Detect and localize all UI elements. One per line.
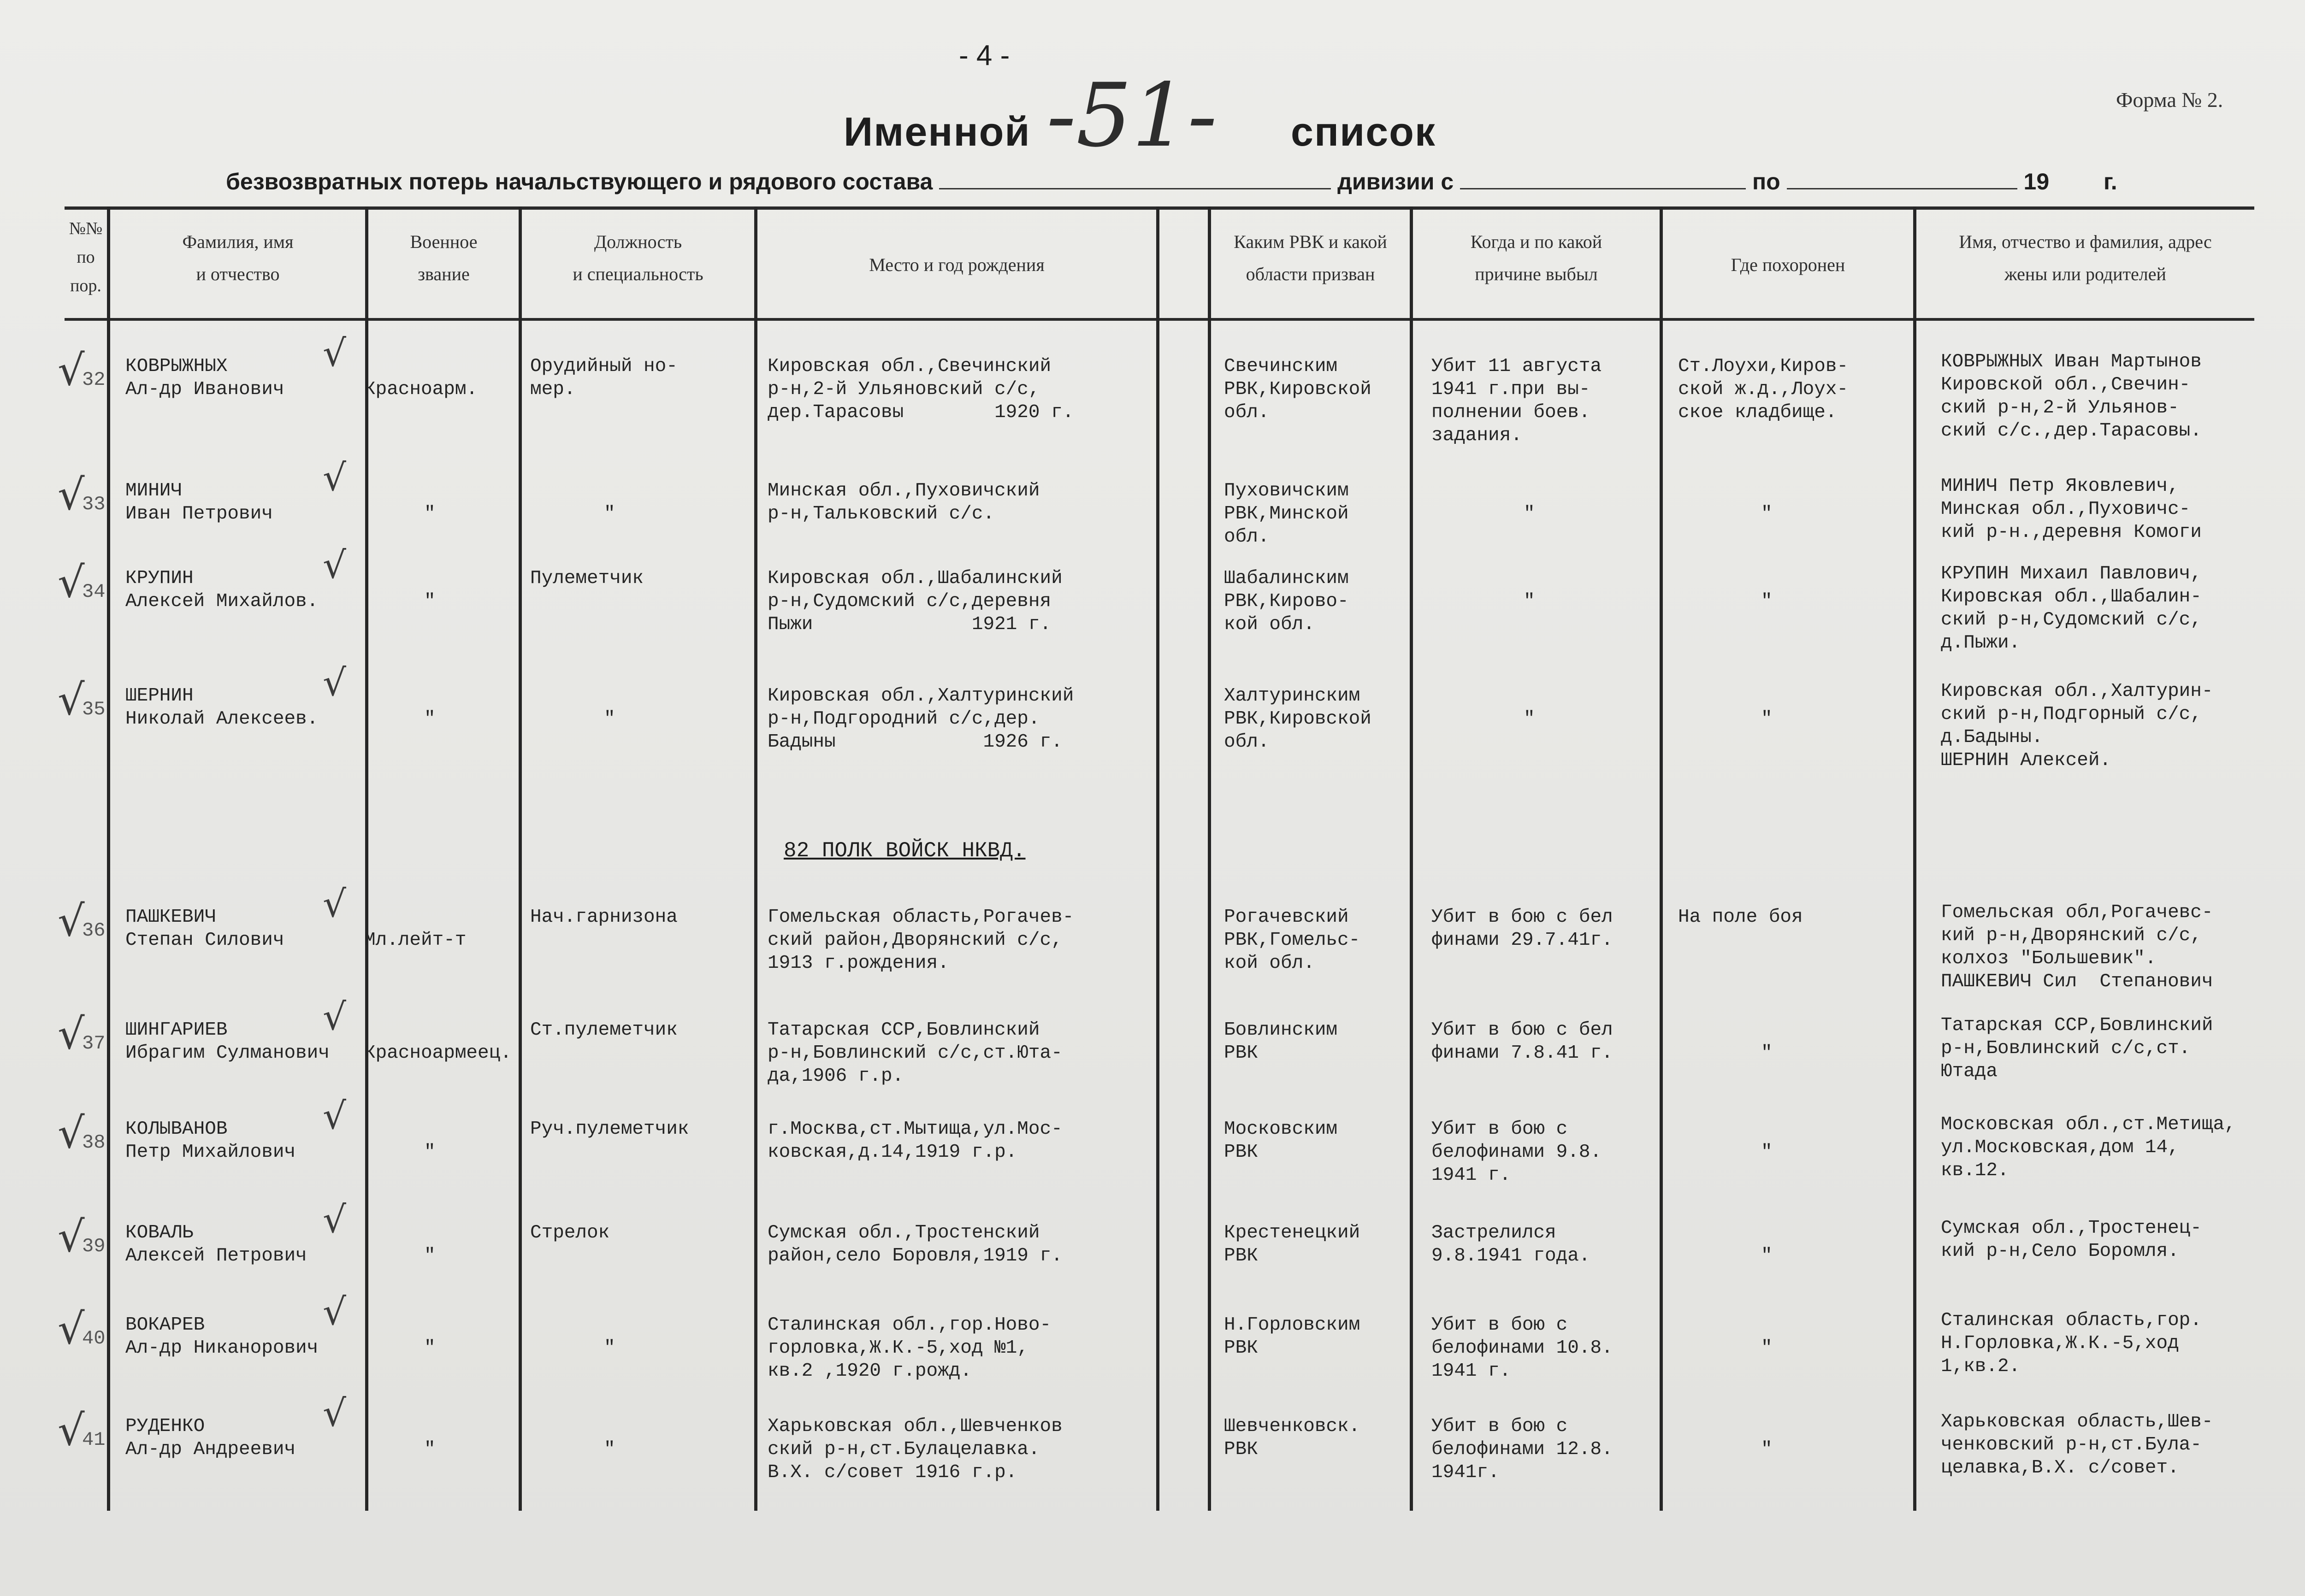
subtitle-to: по [1752,169,1780,194]
cell-birth: г.Москва,ст.Мытища,ул.Мос- ковская,д.14,1919 г.р. [768,1119,1063,1163]
name-check-mark-icon: √ [323,1392,346,1435]
subtitle-line [226,168,2117,195]
form-number: Форма № 2. [2116,88,2223,112]
cell-rank: Мл.лейт-т [364,930,467,951]
cell-position: Ст.пулеметчик [530,1019,678,1041]
cell-birth: Кировская обл.,Шабалинский р-н,Судомский с/с,деревня Пыжи 1921 г. [768,568,1063,635]
cell-rvk: Шабалинским РВК,Кирово- кой обл. [1224,568,1349,635]
cell-buried: " [1761,1337,1773,1359]
row-number: 39 [82,1235,106,1257]
subtitle-g: г. [2103,169,2117,194]
cell-when: Убит в бою с белофинами 12.8. 1941г. [1431,1416,1613,1483]
name-check-mark-icon: √ [323,544,346,587]
cell-when: Застрелился 9.8.1941 года. [1431,1222,1590,1266]
row-number: 35 [82,698,106,720]
cell-name: ПАШКЕВИЧ Степан Силович [125,907,284,951]
cell-birth: Татарская ССР,Бовлинский р-н,Бовлинский с/с,ст.Юта- да,1906 г.р. [768,1019,1063,1087]
cell-rank: " [424,708,436,730]
check-mark-icon: √ [58,1108,85,1158]
header-rank: Военное звание [410,231,478,284]
col-divider [1156,206,1159,1511]
header-rvk: Каким РВК и какой области призван [1234,231,1387,284]
row-number: 40 [82,1327,106,1349]
cell-name: ВОКАРЕВ Ал-др Никанорович [125,1314,319,1359]
cell-rvk: Пуховичским РВК,Минской обл. [1224,480,1349,548]
cell-buried: " [1761,591,1773,612]
name-check-mark-icon: √ [323,1290,346,1333]
col-divider [107,206,110,1511]
col-divider [1410,206,1413,1511]
header-buried: Где похоронен [1731,254,1845,275]
check-mark-icon: √ [58,896,85,946]
cell-name: РУДЕНКО Ал-др Андреевич [125,1416,296,1460]
cell-rvk: Рогачевский РВК,Гомельс- кой обл. [1224,907,1360,974]
header-birthplace: Место и год рождения [869,254,1045,275]
check-mark-icon: √ [58,1406,85,1455]
cell-relatives: МИНИЧ Петр Яковлевич, Минская обл.,Пуховичс- кий р-н.,деревня Комоги [1941,476,2202,543]
cell-buried: " [1761,1042,1773,1064]
cell-when: Убит в бою с бел финами 29.7.41г. [1431,907,1613,951]
table-top-border [65,206,2254,210]
row-number: 41 [82,1429,106,1451]
name-check-mark-icon: √ [323,661,346,704]
cell-rank: " [424,1439,436,1460]
page-number: - 4 - [959,40,1010,71]
cell-position: " [604,1337,615,1359]
cell-rvk: Московским РВК [1224,1119,1338,1163]
cell-birth: Харьковская обл.,Шевченков ский р-н,ст.Булацелавка. В.Х. с/совет 1916 г.р. [768,1416,1063,1483]
check-mark-icon: √ [58,675,85,724]
cell-birth: Гомельская область,Рогачев- ский район,Дворянский с/с, 1913 г.рождения. [768,907,1074,974]
subtitle-text: безвозвратных потерь начальствующего и рядового состава [226,169,933,194]
cell-name: КОЛЫВАНОВ Петр Михайлович [125,1119,296,1163]
check-mark-icon: √ [58,558,85,607]
cell-when: " [1524,503,1535,524]
header-name: Фамилия, имя и отчество [182,231,294,284]
cell-position: " [604,1439,615,1460]
cell-birth: Минская обл.,Пуховичский р-н,Тальковский с/с. [768,480,1040,524]
cell-buried: " [1761,1245,1773,1266]
cell-rank: Красноармеец. [364,1042,512,1064]
check-mark-icon: √ [58,346,85,395]
header-num: №№ по пор. [69,219,103,295]
cell-buried: " [1761,1439,1773,1460]
check-mark-icon: √ [58,470,85,519]
cell-position: Нач.гарнизона [530,907,678,928]
cell-rank: " [424,503,436,524]
name-check-mark-icon: √ [323,456,346,499]
cell-relatives: КРУПИН Михаил Павлович, Кировская обл.,Шабалин- ский р-н,Судомский с/с, д.Пыжи. [1941,563,2202,654]
name-check-mark-icon: √ [323,883,346,925]
subtitle-year: 19 [2023,169,2050,194]
cell-buried: Ст.Лоухи,Киров- ской ж.д.,Лоух- ское кладбище. [1678,356,1849,423]
cell-when: " [1524,591,1535,612]
cell-birth: Сталинская обл.,гор.Ново- горловка,Ж.К.-5,ход №1, кв.2 ,1920 г.рожд. [768,1314,1052,1382]
col-divider [1913,206,1916,1511]
cell-rank: Красноарм. [364,379,478,400]
cell-rank: " [424,1337,436,1359]
cell-rvk: Свечинским РВК,Кировской обл. [1224,356,1371,423]
name-check-mark-icon: √ [323,1198,346,1241]
cell-position: Руч.пулеметчик [530,1119,689,1140]
cell-relatives: Харьковская область,Шев- ченковский р-н,ст.Була- целавка,В.Х. с/совет. [1941,1411,2213,1478]
cell-name: КОВАЛЬ Алексей Петрович [125,1222,307,1266]
row-number: 36 [82,919,106,942]
cell-name: МИНИЧ Иван Петрович [125,480,273,524]
handwritten-number: -51- [1046,65,1218,166]
table-header-border [65,318,2254,321]
cell-rank: " [424,1142,436,1163]
title-left: Именной [844,109,1031,154]
name-check-mark-icon: √ [323,995,346,1038]
cell-position: Орудийный но- мер. [530,356,678,400]
cell-buried: " [1761,708,1773,730]
cell-when: Убит 11 августа 1941 г.при вы- полнении боев. задания. [1431,356,1602,446]
row-number: 38 [82,1131,106,1154]
cell-relatives: Сталинская область,гор. Н.Горловка,Ж.К.-5,ход 1,кв.2. [1941,1310,2202,1377]
cell-buried: На поле боя [1678,907,1803,928]
cell-relatives: Татарская ССР,Бовлинский р-н,Бовлинский с/с,ст. Ютада [1941,1015,2213,1082]
cell-rvk: Шевченковск. РВК [1224,1416,1360,1460]
cell-relatives: Кировская обл.,Халтурин- ский р-н,Подгорный с/с, д.Бадыны. ШЕРНИН Алексей. [1941,681,2213,771]
cell-name: КРУПИН Алексей Михайлов. [125,568,319,612]
header-relatives: Имя, отчество и фамилия, адрес жены или родителей [1959,231,2212,284]
cell-rvk: Крестенецкий РВК [1224,1222,1360,1266]
name-check-mark-icon: √ [323,1095,346,1137]
cell-relatives: КОВРЫЖНЫХ Иван Мартынов Кировской обл.,Свечин- ский р-н,2-й Ульянов- ский с/с.,дер.Тарасовы. [1941,351,2202,442]
cell-rvk: Халтуринским РВК,Кировской обл. [1224,685,1371,753]
cell-relatives: Сумская обл.,Тростенец- кий р-н,Село Боромля. [1941,1218,2202,1262]
cell-birth: Кировская обл.,Свечинский р-н,2-й Ульяновский с/с, дер.Тарасовы 1920 г. [768,356,1074,423]
col-divider [1660,206,1663,1511]
cell-name: КОВРЫЖНЫХ Ал-др Иванович [125,356,284,400]
cell-name: ШЕРНИН Николай Алексеев. [125,685,319,730]
row-number: 37 [82,1032,106,1054]
col-divider [754,206,757,1511]
check-mark-icon: √ [58,1212,85,1261]
cell-name: ШИНГАРИЕВ Ибрагим Сулманович [125,1019,330,1064]
cell-rvk: Н.Горловским РВК [1224,1314,1360,1359]
cell-position: " [604,503,615,524]
col-divider [365,206,368,1511]
header-when: Когда и по какой причине выбыл [1470,231,1602,284]
cell-rank: " [424,591,436,612]
title-right: список [1291,109,1436,154]
cell-when: Убит в бою с белофинами 9.8. 1941 г. [1431,1119,1602,1186]
col-divider [519,206,522,1511]
row-number: 34 [82,581,106,603]
header-position: Должность и специальность [573,231,703,284]
cell-when: " [1524,708,1535,730]
cell-when: Убит в бою с бел финами 7.8.41 г. [1431,1019,1613,1064]
name-check-mark-icon: √ [323,332,346,375]
row-number: 32 [82,369,106,391]
section-heading: 82 ПОЛК ВОЙСК НКВД. [784,839,1026,863]
subtitle-division: дивизии с [1337,169,1454,194]
cell-rank: " [424,1245,436,1266]
check-mark-icon: √ [58,1304,85,1354]
cell-relatives: Гомельская обл,Рогачевс- кий р-н,Дворянский с/с, колхоз "Большевик". ПАШКЕВИЧ Сил Степанович [1941,902,2213,992]
check-mark-icon: √ [58,1009,85,1059]
row-number: 33 [82,493,106,515]
cell-when: Убит в бою с белофинами 10.8. 1941 г. [1431,1314,1613,1382]
cell-position: Пулеметчик [530,568,644,589]
cell-birth: Сумская обл.,Тростенский район,село Боровля,1919 г. [768,1222,1063,1266]
cell-relatives: Московская обл.,ст.Метища, ул.Московская,дом 14, кв.12. [1941,1114,2236,1181]
cell-buried: " [1761,1142,1773,1163]
cell-position: Стрелок [530,1222,610,1243]
cell-rvk: Бовлинским РВК [1224,1019,1338,1064]
cell-position: " [604,708,615,730]
cell-birth: Кировская обл.,Халтуринский р-н,Подгородний с/с,дер. Бадыны 1926 г. [768,685,1074,753]
cell-buried: " [1761,503,1773,524]
col-divider [1208,206,1211,1511]
